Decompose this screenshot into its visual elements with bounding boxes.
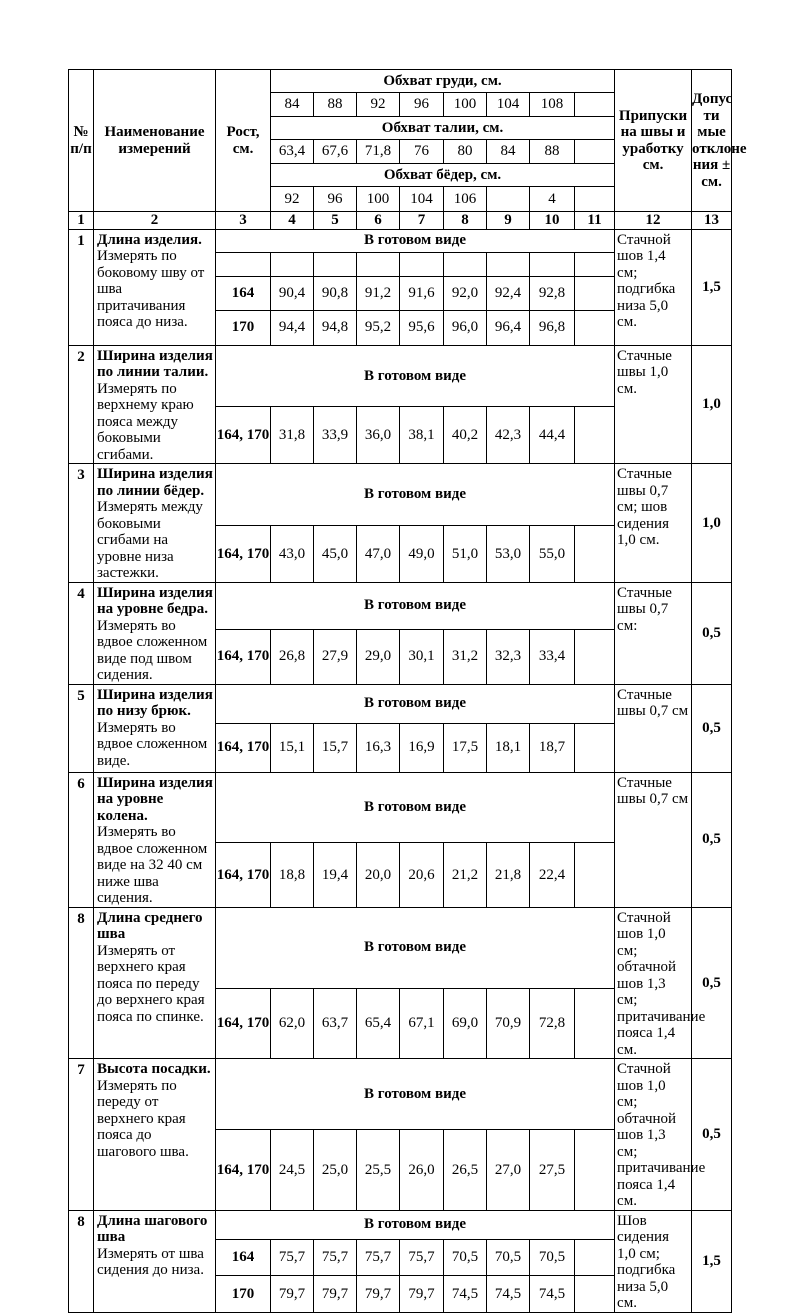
tolerance-value: 0,5: [692, 1059, 732, 1211]
size-value-cell: 92,0: [444, 276, 487, 310]
measurement-row: [69, 1210, 732, 1239]
height-cell: 164, 170: [216, 526, 271, 582]
size-value-cell: 75,7: [400, 1239, 444, 1275]
size-value-cell: 94,8: [314, 310, 357, 345]
size-value-cell: 95,2: [357, 310, 400, 345]
measurement-description: [94, 1210, 216, 1312]
size-value-cell: 43,0: [271, 526, 314, 582]
chest-size-cell: 88: [314, 93, 357, 117]
measurement-instruction: Измерять по переду от верхнего края пояса до шагового шва.: [97, 1077, 189, 1160]
measurement-description: [94, 464, 216, 583]
size-value-cell: 90,8: [314, 276, 357, 310]
size-value-cell: 21,2: [444, 843, 487, 907]
header-number: № п/п: [69, 70, 94, 212]
row-number: 7: [69, 1059, 94, 1211]
column-number-cell: 8: [444, 212, 487, 230]
measurement-description: [94, 684, 216, 772]
measurement-name: Ширина изделия по линии бёдер.: [97, 466, 213, 499]
size-value-cell: 29,0: [357, 629, 400, 684]
size-value-cell: 79,7: [400, 1276, 444, 1312]
size-value-cell: 33,4: [530, 629, 575, 684]
measurement-description: [94, 229, 216, 345]
measurement-description: [94, 582, 216, 684]
blank-cell: [216, 252, 271, 276]
tolerance-value: 1,5: [692, 1210, 732, 1312]
size-value-cell: 79,7: [314, 1276, 357, 1312]
measurement-row: [69, 582, 732, 629]
measurement-description: [94, 772, 216, 907]
blank-cell: [444, 252, 487, 276]
chest-size-cell: 100: [444, 93, 487, 117]
size-value-cell: 70,5: [487, 1239, 530, 1275]
header-allowance: Припуски на швы и уработку см.: [615, 70, 692, 212]
waist-size-cell: 80: [444, 140, 487, 164]
finished-state-label: В готовом виде: [216, 464, 615, 526]
size-value-cell: 40,2: [444, 407, 487, 464]
allowance-note: Стачной шов 1,0 см; обтачной шов 1,3 см; притачивание пояса 1,4 см.: [615, 907, 692, 1059]
tolerance-value: 1,0: [692, 345, 732, 464]
column-number-row: [69, 212, 732, 230]
measurement-instruction: Измерять от шва сидения до низа.: [97, 1245, 204, 1278]
measurement-spec-table: [68, 69, 747, 1313]
measurement-name: Длина шагового шва: [97, 1212, 208, 1245]
size-value-cell: 25,5: [357, 1130, 400, 1210]
height-cell: 164, 170: [216, 1130, 271, 1210]
blank-cell: [400, 252, 444, 276]
measurement-name: Длина среднего шва: [97, 909, 203, 942]
size-value-cell: 90,4: [271, 276, 314, 310]
size-value-cell: [575, 629, 615, 684]
finished-state-label: В готовом виде: [216, 345, 615, 407]
finished-state-label: В готовом виде: [216, 772, 615, 843]
size-value-cell: 19,4: [314, 843, 357, 907]
hip-size-cell: 4: [530, 187, 575, 212]
measurement-name: Высота посадки.: [97, 1061, 211, 1077]
measurement-row: [69, 772, 732, 843]
hip-size-cell: 96: [314, 187, 357, 212]
size-value-cell: 16,9: [400, 723, 444, 772]
size-value-cell: 38,1: [400, 407, 444, 464]
height-cell: 164, 170: [216, 407, 271, 464]
waist-size-cell: 84: [487, 140, 530, 164]
header-tolerance: Допус ти мые отклоне ния ± см.: [692, 70, 732, 212]
size-value-cell: 26,0: [400, 1130, 444, 1210]
row-number: 2: [69, 345, 94, 464]
size-value-cell: 32,3: [487, 629, 530, 684]
size-value-cell: 31,8: [271, 407, 314, 464]
allowance-note: Стачные швы 1,0 см.: [615, 345, 692, 464]
column-number-cell: 7: [400, 212, 444, 230]
size-value-cell: 49,0: [400, 526, 444, 582]
measurement-instruction: Измерять во вдвое сложенном виде под швом сидения.: [97, 617, 208, 683]
size-value-cell: 25,0: [314, 1130, 357, 1210]
size-value-cell: 42,3: [487, 407, 530, 464]
finished-state-label: В готовом виде: [216, 229, 615, 252]
chest-size-cell: 92: [357, 93, 400, 117]
size-value-cell: 63,7: [314, 988, 357, 1058]
allowance-note: Стачные швы 0,7 см: [615, 684, 692, 772]
size-value-cell: 75,7: [271, 1239, 314, 1275]
blank-cell: [357, 252, 400, 276]
measurement-description: [94, 1059, 216, 1211]
size-value-cell: 33,9: [314, 407, 357, 464]
waist-size-cell: 71,8: [357, 140, 400, 164]
size-value-cell: 18,7: [530, 723, 575, 772]
allowance-note: Стачные швы 0,7 см; шов сидения 1,0 см.: [615, 464, 692, 583]
measurement-row: [69, 684, 732, 723]
size-value-cell: 26,8: [271, 629, 314, 684]
measurement-row: [69, 229, 732, 252]
size-value-cell: [575, 1239, 615, 1275]
hip-size-cell: 100: [357, 187, 400, 212]
measurement-name: Ширина изделия на уровне бедра.: [97, 584, 213, 617]
waist-size-cell: 76: [400, 140, 444, 164]
height-cell: 164, 170: [216, 629, 271, 684]
tolerance-value: 1,5: [692, 229, 732, 345]
size-value-cell: 74,5: [487, 1276, 530, 1312]
waist-size-cell: 67,6: [314, 140, 357, 164]
size-value-cell: 45,0: [314, 526, 357, 582]
size-value-cell: 70,9: [487, 988, 530, 1058]
size-value-cell: 79,7: [357, 1276, 400, 1312]
size-value-cell: 62,0: [271, 988, 314, 1058]
size-value-cell: [575, 310, 615, 345]
height-cell: 164, 170: [216, 723, 271, 772]
size-value-cell: 36,0: [357, 407, 400, 464]
size-value-cell: 91,2: [357, 276, 400, 310]
column-number-cell: 5: [314, 212, 357, 230]
size-value-cell: 51,0: [444, 526, 487, 582]
measurement-description: [94, 907, 216, 1059]
chest-size-cell: 108: [530, 93, 575, 117]
size-value-cell: 18,1: [487, 723, 530, 772]
finished-state-label: В готовом виде: [216, 907, 615, 988]
measurement-row: [69, 907, 732, 988]
blank-cell: [487, 252, 530, 276]
measurement-description: [94, 345, 216, 464]
size-value-cell: 24,5: [271, 1130, 314, 1210]
size-value-cell: 30,1: [400, 629, 444, 684]
hip-size-cell: [575, 187, 615, 212]
header-waist-title: Обхват талии, см.: [271, 117, 615, 140]
height-cell: 164: [216, 1239, 271, 1275]
tolerance-value: 1,0: [692, 464, 732, 583]
finished-state-label: В готовом виде: [216, 582, 615, 629]
height-cell: 170: [216, 310, 271, 345]
size-value-cell: 74,5: [444, 1276, 487, 1312]
measurement-instruction: Измерять во вдвое сложенном виде.: [97, 719, 208, 769]
column-number-cell: 11: [575, 212, 615, 230]
chest-size-cell: [575, 93, 615, 117]
size-value-cell: 47,0: [357, 526, 400, 582]
finished-state-label: В готовом виде: [216, 1210, 615, 1239]
column-number-cell: 13: [692, 212, 732, 230]
allowance-note: Стачные швы 0,7 см: [615, 772, 692, 907]
size-value-cell: 15,1: [271, 723, 314, 772]
size-value-cell: 27,9: [314, 629, 357, 684]
chest-size-cell: 84: [271, 93, 314, 117]
column-number-cell: 10: [530, 212, 575, 230]
allowance-note: Стачной шов 1,0 см; обтачной шов 1,3 см; притачивание пояса 1,4 см.: [615, 1059, 692, 1211]
column-number-cell: 9: [487, 212, 530, 230]
size-value-cell: 96,8: [530, 310, 575, 345]
size-value-cell: 96,4: [487, 310, 530, 345]
tolerance-value: 0,5: [692, 772, 732, 907]
column-number-cell: 1: [69, 212, 94, 230]
size-value-cell: 55,0: [530, 526, 575, 582]
row-number: 3: [69, 464, 94, 583]
tolerance-value: 0,5: [692, 907, 732, 1059]
size-value-cell: [575, 1276, 615, 1312]
column-number-cell: 6: [357, 212, 400, 230]
column-number-cell: 12: [615, 212, 692, 230]
measurement-row: [69, 464, 732, 526]
measurement-instruction: Измерять по боковому шву от шва притачивания пояса до низа.: [97, 248, 205, 330]
header-measurement-name: Наименование измерений: [94, 70, 216, 212]
size-value-cell: 15,7: [314, 723, 357, 772]
size-value-cell: 75,7: [314, 1239, 357, 1275]
row-number: 8: [69, 907, 94, 1059]
size-value-cell: 65,4: [357, 988, 400, 1058]
height-cell: 164, 170: [216, 843, 271, 907]
measurement-name: Ширина изделия по линии талии.: [97, 347, 213, 380]
size-value-cell: [575, 407, 615, 464]
size-value-cell: 75,7: [357, 1239, 400, 1275]
size-value-cell: 70,5: [444, 1239, 487, 1275]
waist-size-cell: 63,4: [271, 140, 314, 164]
size-value-cell: 94,4: [271, 310, 314, 345]
size-value-cell: 95,6: [400, 310, 444, 345]
column-number-cell: 2: [94, 212, 216, 230]
waist-size-cell: 88: [530, 140, 575, 164]
size-value-cell: 16,3: [357, 723, 400, 772]
waist-size-cell: [575, 140, 615, 164]
measurement-instruction: Измерять от верхнего края пояса по переду до верхнего края пояса по спинке.: [97, 942, 205, 1025]
blank-cell: [271, 252, 314, 276]
size-value-cell: 27,0: [487, 1130, 530, 1210]
size-value-cell: 21,8: [487, 843, 530, 907]
height-cell: 164, 170: [216, 988, 271, 1058]
size-value-cell: 67,1: [400, 988, 444, 1058]
size-value-cell: 20,6: [400, 843, 444, 907]
size-value-cell: 18,8: [271, 843, 314, 907]
measurement-name: Ширина изделия по низу брюк.: [97, 686, 213, 719]
table-body: [69, 70, 747, 1313]
chest-size-cell: 96: [400, 93, 444, 117]
measurement-row: [69, 345, 732, 407]
size-value-cell: 96,0: [444, 310, 487, 345]
size-value-cell: [575, 526, 615, 582]
allowance-note: Шов сидения 1,0 см; подгибка низа 5,0 см.: [615, 1210, 692, 1312]
size-value-cell: [575, 988, 615, 1058]
size-value-cell: 31,2: [444, 629, 487, 684]
header-hip-title: Обхват бёдер, см.: [271, 164, 615, 187]
size-value-cell: 79,7: [271, 1276, 314, 1312]
hip-size-cell: 106: [444, 187, 487, 212]
size-value-cell: [575, 843, 615, 907]
chest-size-cell: 104: [487, 93, 530, 117]
allowance-note: Стачные швы 0,7 см:: [615, 582, 692, 684]
size-value-cell: 92,4: [487, 276, 530, 310]
header-height: Рост, см.: [216, 70, 271, 212]
size-value-cell: 91,6: [400, 276, 444, 310]
hip-size-cell: 92: [271, 187, 314, 212]
size-value-cell: 69,0: [444, 988, 487, 1058]
size-value-cell: 70,5: [530, 1239, 575, 1275]
measurement-instruction: Измерять во вдвое сложенном виде на 32 40 см ниже шва сидения.: [97, 824, 208, 906]
allowance-note: Стачной шов 1,4 см; подгибка низа 5,0 см.: [615, 229, 692, 345]
measurement-instruction: Измерять между боковыми сгибами на уровне низа застежки.: [97, 499, 203, 581]
row-number: 4: [69, 582, 94, 684]
row-number: 5: [69, 684, 94, 772]
blank-cell: [575, 252, 615, 276]
size-value-cell: 53,0: [487, 526, 530, 582]
height-cell: 170: [216, 1276, 271, 1312]
finished-state-label: В готовом виде: [216, 684, 615, 723]
size-value-cell: [575, 1130, 615, 1210]
column-number-cell: 3: [216, 212, 271, 230]
blank-cell: [530, 252, 575, 276]
measurement-name: Ширина изделия на уровне колена.: [97, 774, 213, 824]
size-value-cell: 26,5: [444, 1130, 487, 1210]
size-value-cell: 92,8: [530, 276, 575, 310]
size-value-cell: [575, 723, 615, 772]
row-number: 6: [69, 772, 94, 907]
size-value-cell: 27,5: [530, 1130, 575, 1210]
finished-state-label: В готовом виде: [216, 1059, 615, 1130]
header-chest-title: Обхват груди, см.: [271, 70, 615, 93]
size-value-cell: 72,8: [530, 988, 575, 1058]
size-value-cell: 44,4: [530, 407, 575, 464]
measurement-name: Длина изделия.: [97, 231, 202, 248]
height-cell: 164: [216, 276, 271, 310]
size-value-cell: [575, 276, 615, 310]
blank-cell: [314, 252, 357, 276]
size-value-cell: 74,5: [530, 1276, 575, 1312]
measurement-instruction: Измерять по верхнему краю пояса между боковыми сгибами.: [97, 380, 194, 463]
size-value-cell: 22,4: [530, 843, 575, 907]
measurement-row: [69, 1059, 732, 1130]
size-value-cell: 20,0: [357, 843, 400, 907]
column-number-cell: 4: [271, 212, 314, 230]
size-value-cell: 17,5: [444, 723, 487, 772]
hip-size-cell: 104: [400, 187, 444, 212]
hip-size-cell: [487, 187, 530, 212]
row-number: 1: [69, 229, 94, 345]
row-number: 8: [69, 1210, 94, 1312]
tolerance-value: 0,5: [692, 582, 732, 684]
tolerance-value: 0,5: [692, 684, 732, 772]
